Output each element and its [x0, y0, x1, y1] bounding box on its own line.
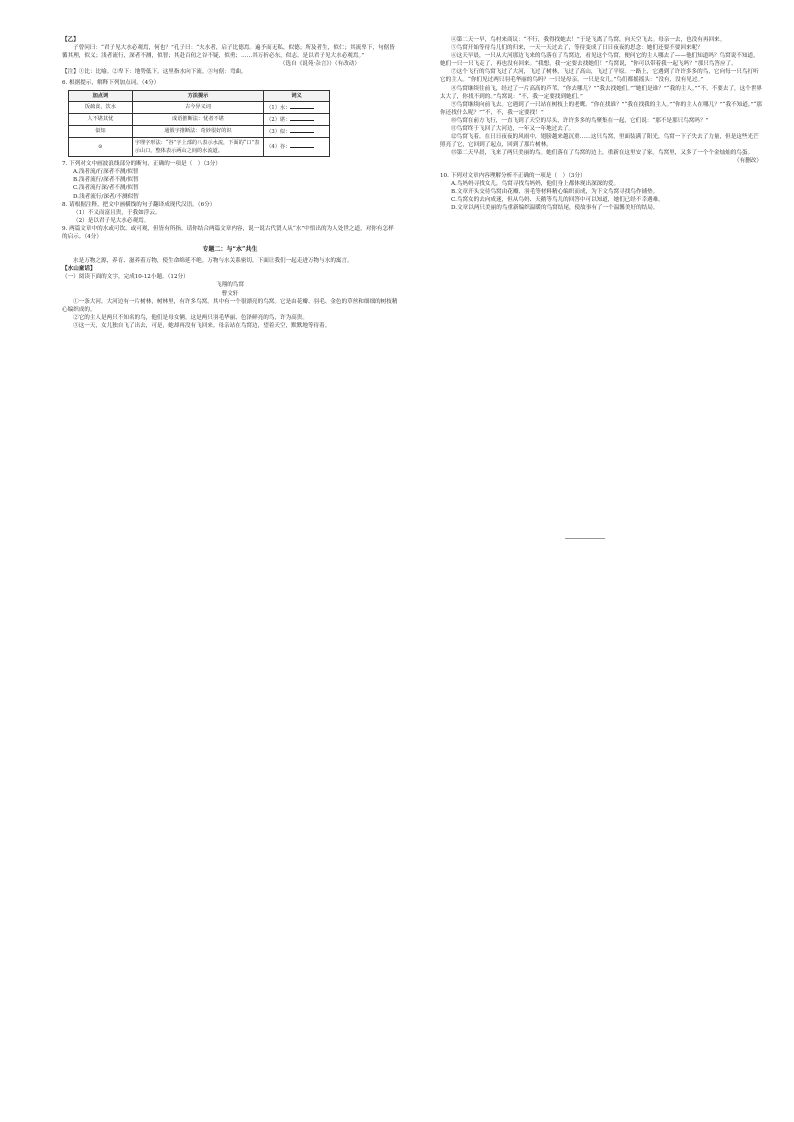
q10-option-d[interactable]: D.文章以两只美丽的鸟重新编织温暖的鸟窝结尾，使故事有了一个温馨美好的结局。 [451, 204, 659, 211]
table-row [69, 113, 330, 125]
q7-option-b[interactable]: B.浅者流行/深者不测/似智 [73, 177, 139, 184]
table-cell: 似知 [69, 125, 133, 137]
q8-item-1: （1）不义而富且贵，于我如浮云。 [73, 209, 161, 216]
story-paragraph: ④第二天一早，鸟村来商议：“不行，我得找她去！”于是飞离了鸟窝，向天空飞去。母亲一去，也没有再回来。 [451, 37, 726, 43]
table-header: 方法提示 [132, 90, 264, 101]
table-cell: 字理字形法：“谷”字上部的八表示水流，下面的“口”表示山口，整体表示两山之间的水流道。 [132, 137, 264, 156]
answer-blank[interactable] [290, 103, 314, 109]
topic-title: 专题二：与“水”共生 [202, 246, 258, 254]
table-header: 加点词 [69, 90, 133, 101]
story-paragraph: ⑤鸟窝开始等待鸟儿们的归来，一天一天过去了，等待变成了日日夜夜的思念：她们还要不要回来呢？ [451, 45, 703, 52]
story-paragraph: ⑪鸟窝终于飞回了大河边，一年又一年地过去了。 [451, 126, 575, 133]
story-title: 飞翔的鸟窝 [216, 282, 244, 289]
story-paragraph: ①一条大河，大河边有一片树林，树林里，有许多鸟窝。其中有一个很漂亮的鸟窝。它是由花瓣、羽毛、金色的草丝和细细的树枝精心编织成的。 [62, 298, 398, 313]
question-8: 8. 请根据注释，把文中画横线的句子翻译成现代汉语。（6分） [62, 201, 216, 208]
q7-option-a[interactable]: A.浅者流/行深者不测/似智 [73, 169, 139, 176]
q8-item-2: （2）是以君子见大水必观焉。 [73, 217, 150, 224]
story-paragraph: ⑧鸟窝继续往前飞，经过了一片高高的芦苇。“你去哪儿？”“我去找她们。”“她们是谁？”“我的主人。”“不，不要去了，这个世界太大了，你找不到的。”鸟窝说：“不，我一定要找到她们。” [440, 85, 763, 100]
story-paragraph: ⑩鸟窝在前方飞行，一直飞到了天空的尽头，许许多多的鸟聚集在一起，它们说：“那不是那只鸟窝吗？” [451, 117, 709, 124]
answer-cell[interactable] [264, 101, 330, 113]
table-row [69, 101, 330, 113]
story-author: 曹文轩 [221, 290, 239, 297]
q7-option-c[interactable]: C.浅者流行深/者不测/似智 [73, 185, 139, 192]
story-source: （有删改） [734, 158, 762, 165]
table-cell: （1）水： [266, 104, 291, 111]
question-9: 9. 两篇文章中的水或可饮、或可观，但皆有所指。请你结合两篇文章内容，说一说古代贤人从“水”中悟出的为人处世之道，对你有怎样的启示。（4分） [62, 225, 394, 240]
table-cell: （4）谷： [266, 144, 291, 151]
q10-option-b[interactable]: B.文章开头交待鸟窝由花瓣、羽毛等材料精心编织而成，为下文鸟窝寻找鸟作铺垫。 [451, 188, 659, 195]
answer-cell[interactable] [264, 113, 330, 125]
answer-blank[interactable] [290, 115, 314, 121]
answer-blank[interactable] [290, 127, 314, 133]
footer-divider [565, 538, 605, 539]
table-row [69, 137, 330, 156]
vocab-table [68, 90, 330, 158]
passage-source: （选自《说苑·杂言》）（有改动） [279, 61, 360, 68]
story-paragraph: ⑦这个飞行的鸟窝飞过了大河，飞过了树林，飞过了高山，飞过了平原。一路上，它遇到了许许多多的鸟，它向每一只鸟打听它的主人。“你们见过两只羽毛华丽的鸟吗？一只是母亲，一只是女儿。”鸟们都摇摇头：“没有，没有见过。” [440, 69, 759, 84]
story-paragraph: ②它的主人是两只不知名的鸟，他们是母女俩。这是两只羽毛华丽、色泽鲜亮的鸟，许为高贵。 [73, 314, 308, 321]
left-column [62, 36, 398, 330]
question-6: 6. 根据提示，解释下列加点词。（4分） [62, 80, 160, 87]
story-paragraph: ③这一天，女儿独自飞了出去，可是，她却再没有飞回来。母亲站在鸟窝边，望着天空，默默地等待着。 [73, 322, 331, 329]
classical-passage: 子曾问曰：“君子见大水必观焉，何也？”孔子曰：“夫水者，启子比德焉。遍予而无私，似德；所及者生，似仁；其流卑下，句倨皆循其理，似义；浅者流行，深者不测，似智；其赴百仞之谷不疑，似勇；……其万折必东，似志。是以君子见大水必观焉。” [62, 45, 395, 60]
passage-note: 【注】①比：比喻。②卑下：地势低下。这里指水向下流。③句倨：弯曲。 [62, 69, 247, 76]
question-7: 7. 下列对文中画波浪线部分的断句，正确的一项是（ ）（3分） [62, 161, 221, 168]
q7-option-d[interactable]: D.浅者流行/深者/不测似智 [73, 193, 139, 200]
question-10: 10. 下列对文章内容理解分析不正确的一项是（ ）（3分） [440, 172, 586, 179]
reading-task: （一）阅读下面的文字，完成10-12小题。（12分） [62, 274, 189, 281]
q10-option-c[interactable]: C.鸟窝女的去向成迷，但从鸟妈、天鹅等鸟儿的回答中可以知道，她们已经不幸遇难。 [451, 196, 664, 203]
answer-blank[interactable] [290, 142, 314, 148]
story-paragraph: ⑨鸟窝继续向前飞去。它遇到了一只站在树枝上的老鹰。“你在找谁？”“我在找我的主人。”“你的主人在哪儿？”“我不知道。”“那你还找什么呢？”“不，不，我一定要找！” [440, 101, 763, 116]
story-paragraph: ⑫鸟窝飞着，在日日夜夜的风雨中，翅膀越来越沉重……这只鸟窝，里面装满了阳光，鸟窝一下子失去了力量，但是这些光芒照亮了它，它回到了起点，回到了那片树林。 [440, 134, 759, 149]
table-row [69, 125, 330, 137]
table-header-row [69, 90, 330, 101]
answer-cell[interactable] [264, 125, 330, 137]
story-paragraph: ⑥这天早晨，一只从大河那边飞来的鸟落在了鸟窝边，看见这个鸟窝，便问它的主人哪去了——他们知道吗？鸟窝说不知道，她们一只一只飞走了，再也没有回来。“我想，我一定要去找她们！”鸟窝说，“你可以带着我一起飞吗？”那只鸟答应了。 [440, 53, 759, 68]
table-header: 词义 [264, 90, 330, 101]
right-column [440, 36, 762, 212]
topic-intro: 水是万物之源，养育、滋养着万物，使生命绵延不绝。万物与水关系密切，下面让我们一起走进万物与水的寓言。 [73, 258, 353, 265]
table-cell: ⊙ [69, 137, 133, 156]
story-paragraph: ⑬第二天早晨，飞来了两只美丽的鸟。她们落在了鸟窝的边上，重新在这里安了家。鸟窝里，又多了一个个金灿灿的鸟蛋。 [451, 150, 754, 157]
answer-cell[interactable] [264, 137, 330, 156]
table-cell: 成语推断法：忧者不堪 [132, 113, 264, 125]
q10-option-a[interactable]: A.鸟妈妈寻找女儿，鸟窝寻找鸟妈妈，他们身上都体现出深深的爱。 [451, 180, 620, 187]
table-cell: 古今异义词 [132, 101, 264, 113]
table-cell: 通假字推断法：奇妙很好的识 [132, 125, 264, 137]
table-cell: （3）似： [266, 128, 291, 135]
table-cell: 人不堪其忧 [69, 113, 133, 125]
table-cell: （2）堪： [266, 116, 291, 123]
section-label: 【乙】 [62, 37, 79, 43]
subsection-label: 【水山童话】 [62, 266, 96, 273]
table-cell: 饭疏食，饮水 [69, 101, 133, 113]
